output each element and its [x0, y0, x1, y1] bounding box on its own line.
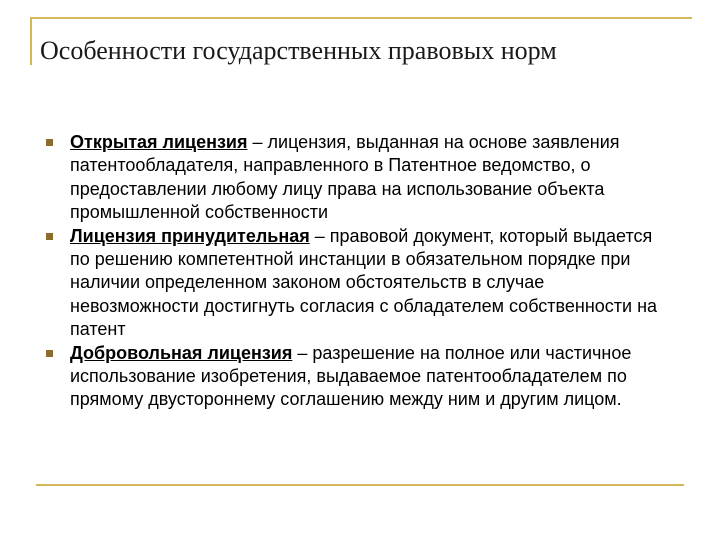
bullet-list: [40, 131, 670, 412]
square-bullet-icon: [46, 139, 53, 146]
bullet-item-compulsory-license: [40, 225, 670, 342]
bullet-item-voluntary-license: [40, 342, 670, 412]
term-voluntary-license: Добровольная лицензия: [70, 342, 293, 363]
top-divider: [30, 17, 692, 19]
square-bullet-icon: [46, 233, 53, 240]
definition-open-license: – лицензия, выданная на основе заявления патентообладателя, направленного в Патентное ведомство, о предоставлении любому лицу права на использование объекта промышленной собственности: [70, 132, 620, 223]
definition-voluntary-license: – разрешение на полное или частичное использование изобретения, выдаваемое патентообладателем по прямому двустороннему соглашению между ним и другим лицом.: [70, 342, 632, 410]
slide-title: Особенности государственных правовых норм: [40, 36, 557, 65]
square-bullet-icon: [46, 350, 53, 357]
term-open-license: Открытая лицензия: [70, 132, 248, 152]
left-divider: [30, 17, 32, 65]
term-compulsory-license: Лицензия принудительная: [70, 225, 310, 246]
definition-compulsory-license: – правовой документ, который выдается по решению компетентной инстанции в обязательном порядке при наличии определенном законом обстоятельств в случае невозможности достигнуть согласия с обладателем собственности на патент: [70, 225, 658, 340]
bullet-item-open-license: [40, 131, 670, 225]
bottom-divider: [36, 484, 684, 486]
